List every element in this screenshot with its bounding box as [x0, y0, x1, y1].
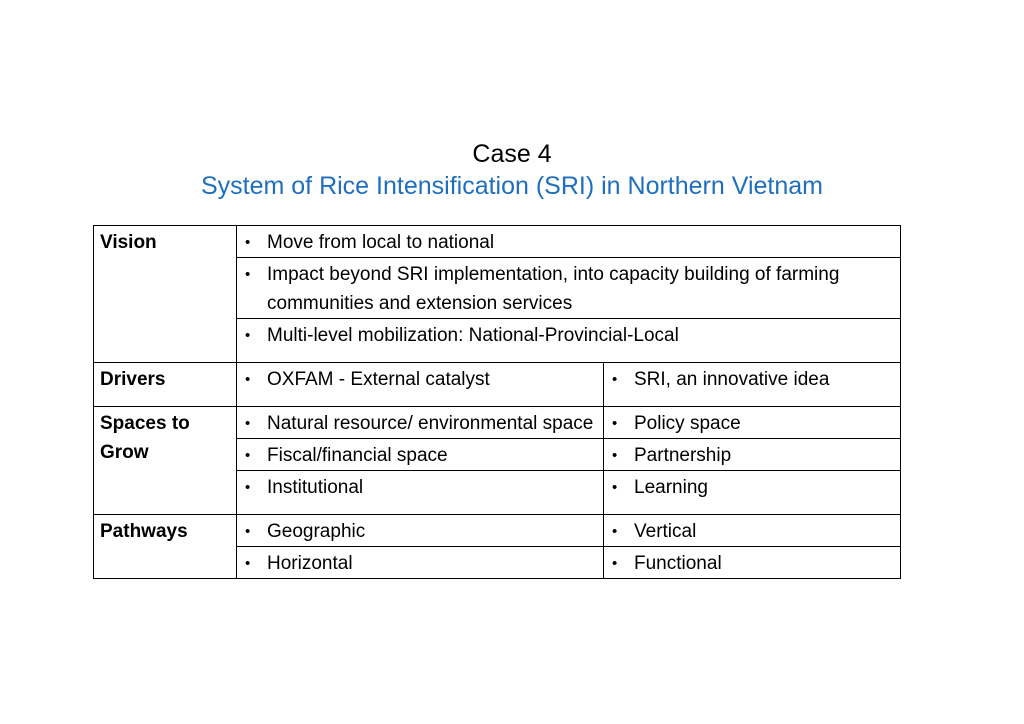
drivers-left-text: OXFAM - External catalyst — [267, 369, 490, 390]
spaces-label-text: Spaces to Grow — [100, 413, 190, 463]
spaces-row — [94, 407, 901, 439]
bullet-icon: • — [245, 479, 251, 496]
spaces-right-text: Learning — [634, 477, 708, 498]
vision-row — [94, 226, 901, 258]
drivers-label-text: Drivers — [100, 369, 166, 390]
bullet-icon: • — [245, 234, 251, 251]
bullet-icon: • — [245, 447, 251, 464]
bullet-icon: • — [245, 555, 251, 572]
vision-item-text: Multi-level mobilization: National-Provincial-Local — [267, 325, 679, 346]
vision-item — [237, 258, 901, 319]
bullet-icon: • — [245, 415, 251, 432]
bullet-icon: • — [612, 371, 618, 388]
spaces-right — [604, 471, 901, 515]
drivers-row — [94, 363, 901, 407]
bullet-icon: • — [245, 523, 251, 540]
bullet-icon: • — [245, 327, 251, 344]
case-title: System of Rice Intensification (SRI) in Northern Vietnam — [200, 172, 823, 200]
spaces-right-text: Policy space — [634, 413, 741, 434]
bullet-icon: • — [612, 523, 618, 540]
vision-item — [237, 319, 901, 363]
title-block — [0, 138, 1024, 202]
bullet-icon: • — [612, 415, 618, 432]
vision-item-text: Impact beyond SRI implementation, into capacity building of farming communities and extension services — [267, 264, 840, 314]
pathways-left — [237, 515, 604, 547]
vision-label-text: Vision — [100, 232, 157, 253]
spaces-left-text: Fiscal/financial space — [267, 445, 448, 466]
pathways-right — [604, 515, 901, 547]
drivers-right — [604, 363, 901, 407]
bullet-icon: • — [245, 266, 251, 283]
pathways-left-text: Horizontal — [267, 553, 353, 574]
spaces-left — [237, 439, 604, 471]
spaces-left-text: Natural resource/ environmental space — [267, 413, 594, 434]
bullet-icon: • — [612, 479, 618, 496]
drivers-right-text: SRI, an innovative idea — [634, 369, 830, 390]
case-table — [93, 225, 901, 579]
spaces-left — [237, 407, 604, 439]
vision-item-text: Move from local to national — [267, 232, 495, 253]
spaces-left — [237, 471, 604, 515]
bullet-icon: • — [612, 555, 618, 572]
pathways-right — [604, 547, 901, 579]
pathways-label-text: Pathways — [100, 521, 188, 542]
case-label: Case 4 — [472, 140, 552, 168]
pathways-row — [94, 515, 901, 547]
spaces-right — [604, 407, 901, 439]
vision-label — [94, 226, 237, 363]
pathways-right-text: Functional — [634, 553, 722, 574]
bullet-icon: • — [245, 371, 251, 388]
spaces-label — [94, 407, 237, 515]
drivers-label — [94, 363, 237, 407]
pathways-right-text: Vertical — [634, 521, 697, 542]
pathways-left-text: Geographic — [267, 521, 366, 542]
pathways-label — [94, 515, 237, 579]
spaces-right — [604, 439, 901, 471]
spaces-right-text: Partnership — [634, 445, 732, 466]
pathways-left — [237, 547, 604, 579]
bullet-icon: • — [612, 447, 618, 464]
vision-item — [237, 226, 901, 258]
drivers-left — [237, 363, 604, 407]
spaces-left-text: Institutional — [267, 477, 364, 498]
